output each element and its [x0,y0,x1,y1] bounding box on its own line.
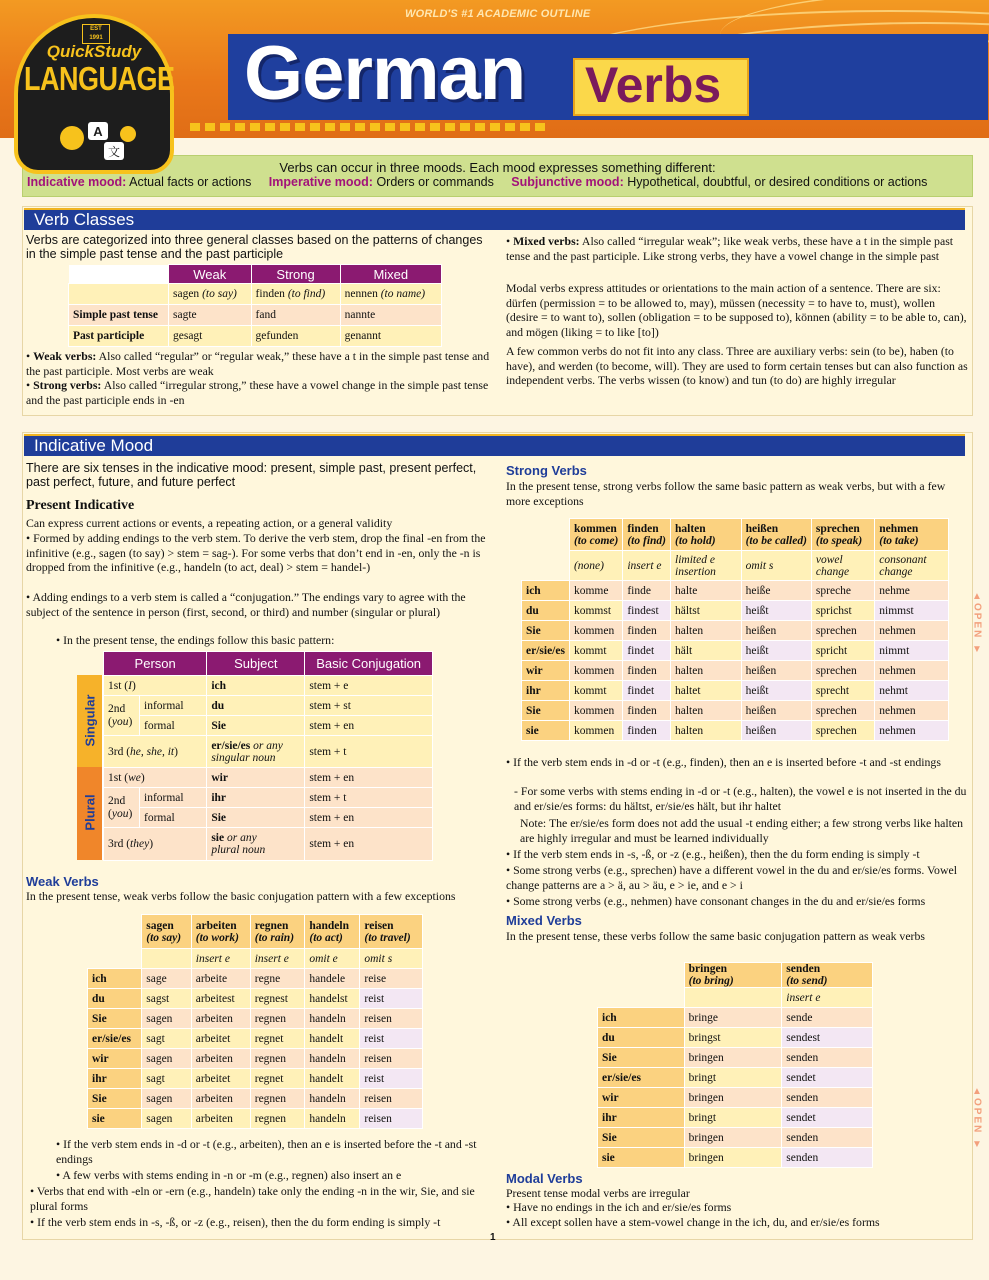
table-cell: gefunden [251,326,340,347]
subject-label: er/sie/es [598,1068,685,1088]
subject-label: Sie [522,621,570,641]
subject-label: ihr [598,1108,685,1128]
table-cell: stem + en [305,808,433,828]
verb-classes-heading: Verb Classes [24,208,965,230]
table-cell: sendet [782,1108,873,1128]
table-cell: nimmt [875,641,949,661]
table-cell: heißen [741,721,811,741]
table-cell: sagen [142,1049,192,1069]
note-item: • Some strong verbs (e.g., sprechen) have a different vowel in the du and er/sie/es forms. Vowel change patterns are a > ä, au > äu, e > ie, and e > i [506,863,957,892]
table-cell: arbeiten [191,1089,250,1109]
mood-indicative-desc: Actual facts or actions [129,175,252,189]
table-row [88,1049,423,1069]
strong-verbs-intro: In the present tense, strong verbs follow the same basic pattern as weak verbs, but with a few more exceptions [506,479,946,508]
table-cell: arbeiten [191,1009,250,1029]
table-row [522,721,949,741]
table-cell: 3rd (he, she, it) [104,736,207,768]
verb-column-header: bringen (to bring) [684,963,782,988]
col-strong: Strong [251,265,340,284]
table-cell: halte [671,581,742,601]
table-row [598,1008,873,1028]
table-cell: formal [140,716,207,736]
mixed-infinitive: nennen (to name) [340,284,441,305]
table-row [522,661,949,681]
table-row [522,701,949,721]
table-cell: handeln [305,1109,360,1129]
table-cell: senden [782,1088,873,1108]
conjugation-table [103,651,433,861]
table-cell: nehmen [875,721,949,741]
open-tab-upper[interactable]: ▲ OPEN ▼ [971,591,983,656]
table-cell: bringen [684,1128,782,1148]
table-cell: reist [360,1069,423,1089]
note-item: • If the verb stem ends in -s, -ß, or -z (e.g., heißen), then the du form ending is simply -t [506,847,920,861]
table-cell: reisen [360,1049,423,1069]
table-cell: heißen [741,701,811,721]
svg-text:文: 文 [107,145,121,159]
table-cell: regnen [250,1109,305,1129]
svg-text:A: A [93,124,103,139]
subject-label: er/sie/es [88,1029,142,1049]
present-indicative-text: Can express current actions or events, a repeating action, or a general validity [26,516,393,530]
table-cell: findet [623,641,671,661]
table-cell: sprecht [811,681,874,701]
table-row [598,1048,873,1068]
table-cell: halten [671,721,742,741]
verb-note: vowel change [811,551,874,581]
table-cell: regnet [250,1029,305,1049]
table-cell: kommen [569,701,622,721]
singular-label: Singular [82,694,98,747]
verb-column-header: handeln (to act) [305,915,360,949]
table-row [88,969,423,989]
table-cell: kommen [569,721,622,741]
table-cell: stem + e [305,676,433,696]
table-cell: handeln [305,1009,360,1029]
weak-infinitive: sagen (to say) [169,284,252,305]
table-cell: nimmst [875,601,949,621]
subject-label: ich [88,969,142,989]
subject-label: sie [522,721,570,741]
table-cell: regnen [250,1009,305,1029]
note-item: • If the verb stem ends in -s, -ß, or -z (e.g., reisen), then the du form ending is simply -t [30,1215,441,1229]
strong-verbs-table [521,518,949,741]
pattern-note: • In the present tense, the endings follow this basic pattern: [56,633,335,647]
open-tab-lower[interactable]: ▲ OPEN ▼ [971,1086,983,1151]
table-cell: bringen [684,1088,782,1108]
modal-note-2: • All except sollen have a stem-vowel change in the ich, du, and er/sie/es forms [506,1215,880,1229]
weak-verbs-heading: Weak Verbs [26,874,99,889]
verb-note: consonant change [875,551,949,581]
table-row [522,681,949,701]
table-cell: nannte [340,305,441,326]
table-cell: bringe [684,1008,782,1028]
weak-verbs-intro: In the present tense, weak verbs follow the basic conjugation pattern with a few exceptions [26,889,456,903]
table-cell: sprichst [811,601,874,621]
table-cell: ich [207,676,305,696]
table-cell: er/sie/es or any singular noun [207,736,305,768]
table-cell: informal [140,696,207,716]
table-cell: senden [782,1048,873,1068]
table-row [88,989,423,1009]
verb-column-header: halten (to hold) [671,519,742,551]
verb-note: omit s [741,551,811,581]
table-cell: sagen [142,1109,192,1129]
table-cell: finden [623,701,671,721]
moods-row [23,175,972,189]
subject-label: Sie [598,1128,685,1148]
table-cell: findet [623,681,671,701]
subject-label: wir [88,1049,142,1069]
table-cell: bringen [684,1048,782,1068]
table-cell: hältst [671,601,742,621]
plural-label-box [77,767,103,860]
table-cell: handelt [305,1029,360,1049]
table-cell: sagen [142,1009,192,1029]
mood-indicative-label: Indicative mood: [27,175,127,189]
col-weak: Weak [169,265,252,284]
singular-label-box [77,675,103,767]
table-cell: 1st (I) [104,676,207,696]
verb-classes-intro: Verbs are categorized into three general classes based on the patterns of changes in the simple past tense and the past participle [26,233,483,261]
table-cell: heißt [741,601,811,621]
table-row [522,641,949,661]
verb-note: insert e [623,551,671,581]
verb-note [142,949,192,969]
table-row [88,1069,423,1089]
mixed-verbs-table [597,962,873,1168]
mood-subjunctive-label: Subjunctive mood: [511,175,624,189]
verb-column-header: sprechen (to speak) [811,519,874,551]
table-cell: halten [671,701,742,721]
row-label-past: Simple past tense [69,305,169,326]
table-corner [522,551,570,581]
table-cell: reisen [360,1109,423,1129]
table-cell: haltet [671,681,742,701]
table-cell: arbeite [191,969,250,989]
table-cell: sendest [782,1028,873,1048]
subject-label: wir [522,661,570,681]
table-row [598,1148,873,1168]
table-cell: regnen [250,1049,305,1069]
verb-note: insert e [250,949,305,969]
table-cell: sagt [142,1069,192,1089]
col-person: Person [104,652,207,676]
subject-label: er/sie/es [522,641,570,661]
subject-label: sie [598,1148,685,1168]
col-mixed: Mixed [340,265,441,284]
verb-column-header: nehmen (to take) [875,519,949,551]
table-cell: findest [623,601,671,621]
table-cell: halten [671,621,742,641]
table-cell: bringt [684,1108,782,1128]
table-corner [598,988,685,1008]
table-cell: genannt [340,326,441,347]
table-cell: sie or any plural noun [207,828,305,861]
table-cell: reisen [360,1009,423,1029]
table-cell: stem + t [305,788,433,808]
modal-verbs-heading: Modal Verbs [506,1171,583,1186]
table-cell: arbeiten [191,1049,250,1069]
table-cell: stem + t [305,736,433,768]
table-cell: hält [671,641,742,661]
table-cell: handele [305,969,360,989]
table-cell: stem + en [305,768,433,788]
verb-note: insert e [191,949,250,969]
table-cell: sagst [142,989,192,1009]
logo-brand: QuickStudy [46,42,142,61]
verb-classes-table [68,264,442,347]
subject-label: ich [598,1008,685,1028]
table-row [598,1068,873,1088]
mood-imperative-label: Imperative mood: [268,175,373,189]
table-cell: regnest [250,989,305,1009]
mixed-verbs-heading: Mixed Verbs [506,913,582,928]
mood-imperative-desc: Orders or commands [376,175,494,189]
table-cell: 3rd (they) [104,828,207,861]
table-cell: arbeitet [191,1069,250,1089]
table-cell: regne [250,969,305,989]
verb-note [684,988,782,1008]
table-cell: regnet [250,1069,305,1089]
subject-label: Sie [522,701,570,721]
table-cell: halten [671,661,742,681]
table-cell: heißen [741,661,811,681]
verb-note: limited e insertion [671,551,742,581]
table-cell: du [207,696,305,716]
modal-verbs-para: Modal verbs express attitudes or orientations to the main action of a sentence. There are six: dürfen (permission = to be allowed to, may), müssen (necessity = to have to, must), wollen (desire = to want to), sollen (obligation = to be supposed to), können (ability = to be able to, can), and mögen (liking = to like [to]) [506,281,967,339]
subject-label: Sie [88,1009,142,1029]
table-cell: kommt [569,681,622,701]
table-cell: sprechen [811,661,874,681]
verb-column-header: sagen (to say) [142,915,192,949]
tagline: WORLD'S #1 ACADEMIC OUTLINE [405,8,591,20]
table-cell: 1st (we) [104,768,207,788]
logo-language: LANGUAGE [24,60,175,98]
verb-column-header: kommen (to come) [569,519,622,551]
speech-icon [58,118,138,166]
page-number: 1 [490,1232,496,1243]
subject-label: ich [522,581,570,601]
note-item: • Some strong verbs (e.g., nehmen) have consonant changes in the du and er/sie/es forms [506,894,926,908]
table-cell: nehmen [875,661,949,681]
table-cell: heiße [741,581,811,601]
table-row [88,1109,423,1129]
plural-label: Plural [82,794,98,831]
table-cell: kommen [569,661,622,681]
strong-infinitive: finden (to find) [251,284,340,305]
table-cell: finden [623,621,671,641]
verb-column-header: heißen (to be called) [741,519,811,551]
strong-verbs-heading: Strong Verbs [506,463,587,478]
table-cell: sagte [169,305,252,326]
table-cell: 2nd (you) [104,696,140,736]
table-cell: sprechen [811,721,874,741]
mixed-verbs-note: • Mixed verbs: Also called “irregular weak”; like weak verbs, these have a t in the simple past tense and the past participle. Like strong verbs, they have a vowel change in the simple past [506,234,954,263]
table-corner [598,963,685,988]
subject-label: wir [598,1088,685,1108]
table-cell: bringst [684,1028,782,1048]
table-cell: wir [207,768,305,788]
col-basic-conjugation: Basic Conjugation [305,652,433,676]
table-cell: Sie [207,808,305,828]
verb-column-header: regnen (to rain) [250,915,305,949]
mood-subjunctive-desc: Hypothetical, doubtful, or desired conditions or actions [627,175,928,189]
table-cell: sage [142,969,192,989]
present-indicative-heading: Present Indicative [26,498,135,513]
indicative-heading: Indicative Mood [24,434,965,456]
table-cell: Sie [207,716,305,736]
auxiliary-verbs-para: A few common verbs do not fit into any class. Three are auxiliary verbs: sein (to be), haben (to have), and werden (to become, will). They are used to form certain tenses but can also function as independent verbs. The verbs wissen (to know) and tun (to do) are highly irregular [506,344,968,387]
table-cell: komme [569,581,622,601]
verb-note: omit e [305,949,360,969]
table-row [598,1108,873,1128]
table-cell: sprechen [811,621,874,641]
indicative-intro: There are six tenses in the indicative mood: present, simple past, present perfect, past perfect, future, and future perfect [26,461,477,489]
table-cell: nehmen [875,701,949,721]
table-cell: heißen [741,621,811,641]
table-cell: sendet [782,1068,873,1088]
quickstudy-logo [14,14,174,174]
modal-verbs-intro: Present tense modal verbs are irregular [506,1186,690,1200]
table-cell: sagt [142,1029,192,1049]
table-corner [522,519,570,551]
subject-label: Sie [598,1048,685,1068]
table-cell: handeln [305,1089,360,1109]
table-row [522,581,949,601]
conjugation-note: • Adding endings to a verb stem is called a “conjugation.” The endings vary to agree with the subject of the sentence in person (first, second, or third) and number (singular or plural) [26,590,466,619]
table-cell: nehmt [875,681,949,701]
table-cell: bringt [684,1068,782,1088]
subject-label: du [598,1028,685,1048]
verb-column-header: finden (to find) [623,519,671,551]
weak-verbs-note: • Weak verbs: Also called “regular” or “regular weak,” these have a t in the simple past tense and the past participle. Most verbs are weak [26,349,490,378]
table-corner [88,949,142,969]
weak-verbs-table [87,914,423,1129]
table-row [88,1089,423,1109]
table-cell: sprechen [811,701,874,721]
page-title: German [244,31,526,116]
table-cell: arbeiten [191,1109,250,1129]
table-cell: handeln [305,1049,360,1069]
table-cell: kommst [569,601,622,621]
subject-label: ihr [88,1069,142,1089]
table-cell: sagen [142,1089,192,1109]
note-item: Note: The er/sie/es form does not add the usual -t ending either; a few strong verbs like halten are highly irregular and must be learned individually [520,816,964,845]
table-cell: arbeitest [191,989,250,1009]
table-cell: heißt [741,641,811,661]
row-label-participle: Past participle [69,326,169,347]
subject-label: sie [88,1109,142,1129]
strong-verbs-note: • Strong verbs: Also called “irregular strong,” these have a vowel change in the simple past tense and the past participle ends in -en [26,378,489,407]
subject-label: du [522,601,570,621]
table-cell: 2nd (you) [104,788,140,828]
verb-note: insert e [782,988,873,1008]
table-cell: reise [360,969,423,989]
header-dash-strip [190,122,570,130]
table-cell: regnen [250,1089,305,1109]
table-row [88,1009,423,1029]
table-cell: stem + en [305,828,433,861]
table-row [598,1128,873,1148]
table-cell: spreche [811,581,874,601]
table-cell: senden [782,1128,873,1148]
table-cell: finde [623,581,671,601]
note-item: - For some verbs with stems ending in -d or -t (e.g., halten), the vowel e is not inserted in the du and er/sie/es forms: du hältst, er/sie/es hält, but ihr haltet [514,784,967,813]
table-corner [88,915,142,949]
modal-note-1: • Have no endings in the ich and er/sie/es forms [506,1200,732,1214]
table-cell: arbeitet [191,1029,250,1049]
table-row [598,1088,873,1108]
table-cell: fand [251,305,340,326]
page-subtitle: Verbs [585,57,722,113]
verb-column-header: senden (to send) [782,963,873,988]
mixed-verbs-intro: In the present tense, these verbs follow the same basic conjugation pattern as weak verbs [506,929,925,943]
table-cell: senden [782,1148,873,1168]
table-row [522,621,949,641]
table-cell: gesagt [169,326,252,347]
verb-note: (none) [569,551,622,581]
verb-column-header: arbeiten (to work) [191,915,250,949]
table-row [522,601,949,621]
subject-label: ihr [522,681,570,701]
table-cell: spricht [811,641,874,661]
table-cell: handelt [305,1069,360,1089]
subject-label: du [88,989,142,1009]
table-cell: reisen [360,1089,423,1109]
table-cell: kommen [569,621,622,641]
moods-intro: Verbs can occur in three moods. Each mood expresses something different: [279,160,716,175]
table-cell: finden [623,661,671,681]
table-row [88,1029,423,1049]
table-row [598,1028,873,1048]
verb-column-header: reisen (to travel) [360,915,423,949]
table-cell: finden [623,721,671,741]
table-cell: nehmen [875,621,949,641]
stem-formation-note: • Formed by adding endings to the verb stem. To derive the verb stem, drop the final -en from the infinitive (e.g., sagen (to say) > stem = sag-). For some verbs that don’t end in -en, only the -n is dropped from the infinitive (e.g., handeln (to act, deal) > stem = handel-) [26,531,486,574]
table-cell: stem + st [305,696,433,716]
note-item: • Verbs that end with -eln or -ern (e.g., handeln) take only the ending -n in the wir, Sie, and sie plural forms [30,1184,475,1213]
note-item: • A few verbs with stems ending in -n or -m (e.g., regnen) also insert an e [56,1168,402,1182]
logo-est-badge: EST 1991 [82,24,110,44]
note-item: • If the verb stem ends in -d or -t (e.g., arbeiten), then an e is inserted before the -t and -st endings [56,1137,477,1166]
table-cell: bringen [684,1148,782,1168]
table-cell: handelst [305,989,360,1009]
table-cell: stem + en [305,716,433,736]
table-cell: heißt [741,681,811,701]
table-cell: nehme [875,581,949,601]
subject-label: Sie [88,1089,142,1109]
verb-note: omit s [360,949,423,969]
table-cell: ihr [207,788,305,808]
col-subject: Subject [207,652,305,676]
table-cell: kommt [569,641,622,661]
note-item: • If the verb stem ends in -d or -t (e.g., finden), then an e is inserted before -t and -st endings [506,755,941,769]
table-cell: reist [360,1029,423,1049]
table-cell: reist [360,989,423,1009]
table-cell: sende [782,1008,873,1028]
table-cell: formal [140,808,207,828]
table-cell: informal [140,788,207,808]
